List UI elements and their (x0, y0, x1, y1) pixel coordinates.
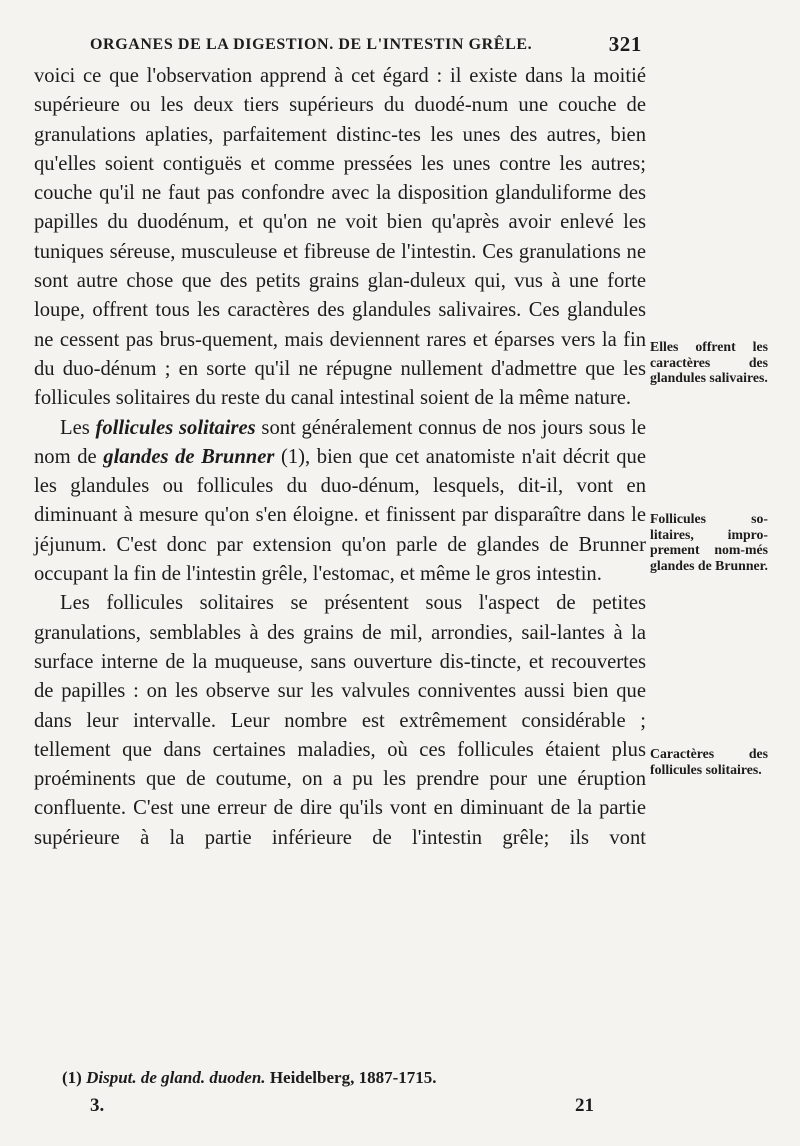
paragraph-1: voici ce que l'observation apprend à cet égard : il existe dans la moitié supérieure ou les deux tiers supérieurs du duodé-num une couche de granulations aplaties, parfaitement distinc-tes les unes des autres, bien qu'elles soient contiguës et comme pressées les unes contre les autres; couche qu'il ne faut pas confondre avec la disposition glanduliforme des papilles du duodénum, et qu'on ne voit bien qu'après avoir enlevé les tuniques séreuse, musculeuse et fibreuse de l'intestin. Ces granulations ne sont autre chose que des petits grains glan-duleux qui, vus à une forte loupe, offrent tous les caractères des glandules salivaires. Ces glandules ne cessent pas brus-quement, mais deviennent rares et éparses vers la fin du duo-dénum ; en sorte qu'il ne répugne nullement d'admettre que les follicules solitaires du reste du canal intestinal soient de la même nature. (34, 65, 646, 410)
footnote-marker: (1) (62, 1068, 82, 1087)
emphasis-glandes-de-brunner: glandes de Brunner (103, 445, 275, 468)
text-run: (1), bien que cet anatomiste n'ait décrit que les glandules ou follicules du duo-dénum, lesquels, dit-il, vont en diminuant à mesure qu'on s'en éloigne. et finissent par disparaître dans le jéjunum. C'est donc par extension qu'on parle de glandes de Brunner occupant la fin de l'intestin grêle, l'estomac, et même le gros intestin. (34, 445, 646, 586)
paragraph-3: Les follicules solitaires se présentent sous l'aspect de petites granulations, semblables à des grains de mil, arrondies, sail-lantes à la surface interne de la muqueuse, sans ouverture dis-tincte, et recouvertes de papilles : on les observe sur les valvules conniventes aussi bien que dans leur intervalle. Leur nombre est extrêmement considérable ; tellement que dans certaines maladies, où ces follicules étaient plus proéminents que de coutume, on a pu les prendre pour une éruption confluente. C'est une erreur de dire qu'ils vont en diminuant de la partie supérieure à la partie inférieure de l'intestin grêle; ils vont (34, 592, 646, 849)
paragraph-2 (34, 414, 646, 590)
footnote-rest: Heidelberg, 1887-1715. (265, 1068, 437, 1087)
signature-mark: 3. (90, 1095, 105, 1116)
running-header (90, 32, 642, 58)
margin-note-1: Elles offrent les caractères des glandules salivaires. (650, 339, 768, 385)
page-number: 321 (608, 32, 642, 56)
footnote (62, 1068, 436, 1088)
text-run: sont généralement connus de nos jours sous le nom de (34, 416, 646, 468)
text-run: Les (60, 416, 96, 439)
emphasis-follicules-solitaires: follicules solitaires (95, 416, 256, 439)
main-text (34, 62, 646, 853)
footnote-title: Disput. de gland. duoden. (86, 1068, 266, 1087)
running-title: ORGANES DE LA DIGESTION. DE L'INTESTIN GRÊLE. (90, 36, 533, 53)
margin-note-2: Follicules so-litaires, impro-prement nom-més glandes de Brunner. (650, 511, 768, 573)
sheet-number: 21 (575, 1095, 594, 1116)
margin-note-3: Caractères des follicules solitaires. (650, 746, 768, 777)
